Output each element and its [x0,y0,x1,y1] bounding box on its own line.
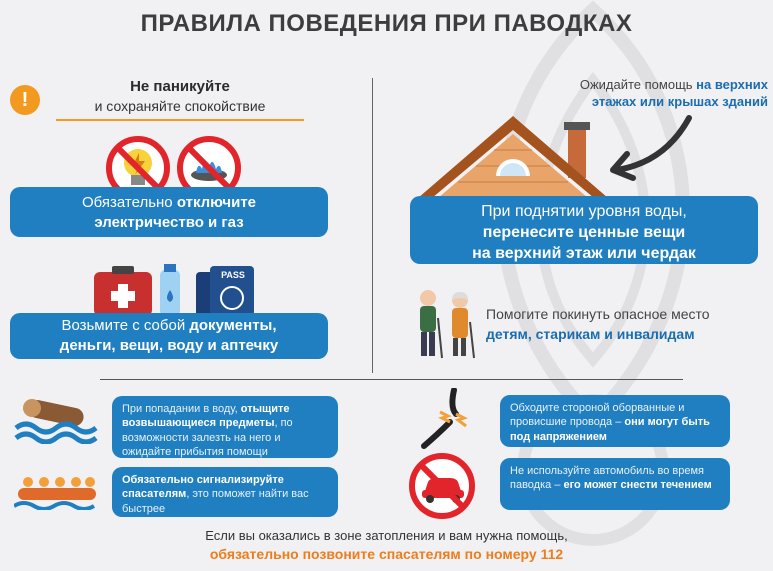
vertical-divider [372,78,373,373]
help-line2: детям, старикам и инвалидам [486,325,695,342]
log-in-water-icon [14,398,98,444]
signal-post: , это поможет найти вас быстрее [122,488,309,515]
house-roof-icon [418,110,608,202]
footer-line2: обязательно позвоните спасателям по номеру 112 [209,546,564,562]
water-post: , по возможности залезть на него и ожидайте прибытия помощи [122,417,293,458]
panic-line2: и сохраняйте спокойствие [94,98,266,114]
electricity-bold2: электричество и газ [94,213,244,231]
page-title: ПРАВИЛА ПОВЕДЕНИЯ ПРИ ПАВОДКАХ [140,10,633,37]
arrow-icon [605,112,695,182]
signal-bold: Обязательно сигнализируйте спасателям [122,474,284,501]
footer-line1: Если вы оказались в зоне затопления и вам нужна помощь, [205,528,568,543]
wait-bold1: на верхних [696,77,768,92]
car-pre: Не используйте автомобиль во время паводка – [510,465,704,492]
rescue-boat-icon [14,470,100,510]
raise-line3: на верхний этаж или чердак [472,244,696,262]
electricity-pre: Обязательно [81,194,177,211]
help-leave-text [486,305,766,344]
no-car-icon [408,452,476,520]
water-pre: При попадании в воду, [122,403,241,415]
electricity-bold1: отключите [176,194,257,211]
elderly-people-icon [410,288,480,360]
warning-icon: ! [10,85,40,115]
wait-bold2: этажах или крышах зданий [591,93,768,109]
documents-banner [10,313,328,359]
help-line1: Помогите покинуть опасное место [486,306,710,322]
panic-advice [60,78,300,114]
car-card [500,458,730,510]
raise-banner [410,196,758,264]
wires-pre: Обходите стороной оборванные и провисшие провода – [510,402,685,429]
raise-line1: При поднятии уровня воды, [481,203,687,220]
documents-bold1: документы, [189,317,277,334]
wires-card [500,395,730,447]
wires-bold: они могут быть под напряжением [510,416,710,443]
documents-pre: Возьмите с собой [61,317,190,334]
horizontal-divider [100,379,683,380]
signal-card [112,467,338,517]
broken-wire-icon [420,388,480,450]
electricity-banner [10,187,328,237]
wait-pre: Ожидайте помощь [579,77,697,92]
panic-line1: Не паникуйте [130,78,230,95]
wait-help-text [520,77,768,111]
raise-line2: перенесите ценные вещи [482,223,686,241]
water-card [112,396,338,458]
car-bold: его может снести течением [563,479,712,492]
documents-bold2: деньги, вещи, воду и аптечку [59,336,279,354]
passport-label: PASS [221,270,245,280]
panic-underline [56,119,304,121]
water-bold: отыщите возвышающиеся предметы [122,403,290,430]
